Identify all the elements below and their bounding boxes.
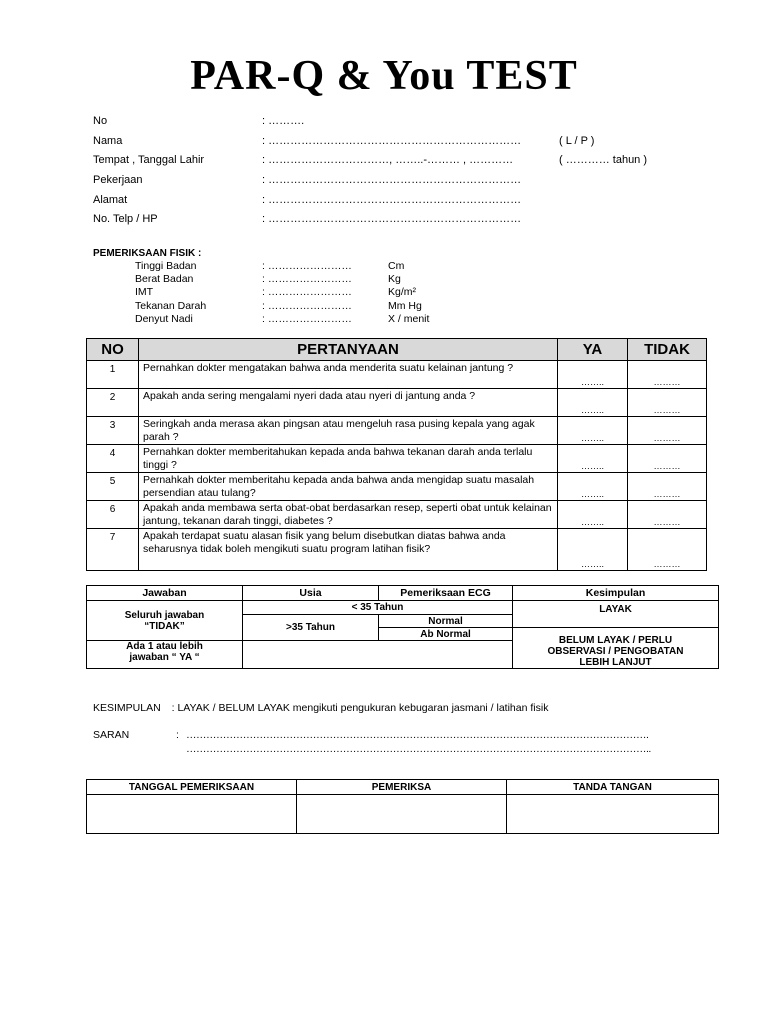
identity-label: Tempat , Tanggal Lahir bbox=[93, 154, 205, 167]
ecg-abnormal: Ab Normal bbox=[379, 628, 513, 641]
answer-no-blank[interactable]: ……… bbox=[628, 501, 707, 529]
question-row bbox=[87, 473, 707, 501]
kesimpulan-layak: LAYAK bbox=[513, 601, 719, 628]
question-row bbox=[87, 501, 707, 529]
answer-no-blank[interactable]: ……… bbox=[628, 529, 707, 571]
exam-unit: Mm Hg bbox=[388, 299, 422, 312]
jawaban-tidak-cell bbox=[87, 601, 243, 641]
header-pemeriksa: PEMERIKSA bbox=[297, 780, 507, 795]
jawaban-ya-line: Ada 1 atau lebih bbox=[126, 641, 203, 652]
question-number: 4 bbox=[87, 445, 139, 473]
exam-blank[interactable]: : …………………… bbox=[262, 312, 352, 325]
exam-label: Tinggi Badan bbox=[135, 260, 197, 272]
header-kesimpulan: Kesimpulan bbox=[513, 586, 719, 601]
identity-row-no bbox=[93, 114, 693, 134]
identity-blank[interactable]: : …………………………………………………………… bbox=[262, 213, 522, 226]
exam-blank[interactable]: : …………………… bbox=[262, 286, 352, 299]
saran-blank[interactable]: …………………………………………………………………………………………………………………………. bbox=[186, 729, 649, 741]
questions-table bbox=[86, 338, 707, 571]
answer-yes-blank[interactable]: …….. bbox=[558, 445, 628, 473]
saran-label: SARAN bbox=[93, 729, 130, 741]
exam-label: Denyut Nadi bbox=[135, 312, 193, 325]
signature-header-row bbox=[87, 780, 719, 795]
identity-row-ttl bbox=[93, 153, 693, 173]
saran-section bbox=[93, 728, 653, 756]
header-tanggal-pemeriksaan: TANGGAL PEMERIKSAAN bbox=[87, 780, 297, 795]
identity-blank[interactable]: : ………. bbox=[262, 115, 305, 127]
physical-exam-row bbox=[93, 286, 493, 299]
saran-colon: : bbox=[176, 729, 179, 741]
usia-ecg-empty bbox=[243, 641, 513, 669]
question-text: Seringkah anda merasa akan pingsan atau mengeluh rasa pusing kepala yang agak parah ? bbox=[139, 417, 558, 445]
question-number: 1 bbox=[87, 361, 139, 389]
exam-unit: Kg/m² bbox=[388, 286, 417, 299]
answer-no-blank[interactable]: ……… bbox=[628, 473, 707, 501]
gender-field[interactable]: ( L / P ) bbox=[559, 134, 595, 147]
exam-unit: Kg bbox=[388, 273, 401, 286]
usia-over-35: >35 Tahun bbox=[243, 615, 379, 641]
question-text: Apakah anda sering mengalami nyeri dada atau nyeri di jantung anda ? bbox=[139, 389, 558, 417]
summary-header-row bbox=[87, 586, 719, 601]
identity-label: No. Telp / HP bbox=[93, 213, 158, 226]
summary-table bbox=[86, 585, 719, 669]
saran-row bbox=[93, 742, 653, 756]
question-row bbox=[87, 529, 707, 571]
physical-exam-row bbox=[93, 273, 493, 286]
saran-blank[interactable]: ………………………………………………………………………………………………………………………….. bbox=[186, 743, 651, 755]
question-row bbox=[87, 361, 707, 389]
jawaban-tidak-line: Seluruh jawaban bbox=[124, 609, 205, 621]
answer-yes-blank[interactable]: …….. bbox=[558, 473, 628, 501]
physical-exam-row bbox=[93, 300, 493, 313]
usia-under-35: < 35 Tahun bbox=[243, 601, 513, 615]
age-field[interactable]: ( ………… tahun ) bbox=[559, 154, 648, 167]
summary-row bbox=[87, 601, 719, 615]
questions-header-row bbox=[87, 339, 707, 361]
jawaban-ya-cell bbox=[87, 641, 243, 669]
pemeriksa-field[interactable] bbox=[297, 795, 507, 834]
exam-label: Tekanan Darah bbox=[135, 299, 207, 312]
header-no: NO bbox=[87, 339, 139, 361]
header-yes: YA bbox=[558, 339, 628, 361]
question-text: Pernahkan dokter memberitahukan kepada anda bahwa tekanan darah anda terlalu tinggi ? bbox=[139, 445, 558, 473]
header-ecg: Pemeriksaan ECG bbox=[379, 586, 513, 601]
exam-blank[interactable]: : …………………… bbox=[262, 273, 352, 286]
exam-label: Berat Badan bbox=[135, 273, 194, 286]
answer-no-blank[interactable]: ……… bbox=[628, 361, 707, 389]
question-text: Pernahkan dokter mengatakan bahwa anda menderita suatu kelainan jantung ? bbox=[139, 361, 558, 389]
identity-blank[interactable]: : …………………………………………………………… bbox=[262, 134, 522, 147]
answer-yes-blank[interactable]: …….. bbox=[558, 417, 628, 445]
exam-blank[interactable]: : …………………… bbox=[262, 260, 352, 272]
tanda-tangan-field[interactable] bbox=[507, 795, 719, 834]
identity-section bbox=[93, 114, 693, 232]
exam-unit: X / menit bbox=[388, 312, 430, 325]
question-row bbox=[87, 389, 707, 417]
answer-yes-blank[interactable]: …….. bbox=[558, 529, 628, 571]
question-number: 5 bbox=[87, 473, 139, 501]
identity-blank[interactable]: : ……………………………, ……..-……… , ………… bbox=[262, 154, 514, 167]
answer-no-blank[interactable]: ……… bbox=[628, 445, 707, 473]
answer-no-blank[interactable]: ……… bbox=[628, 417, 707, 445]
identity-row-alamat bbox=[93, 193, 693, 213]
kesimpulan-label: KESIMPULAN bbox=[93, 702, 161, 714]
identity-label: Alamat bbox=[93, 193, 128, 206]
identity-label: Pekerjaan bbox=[93, 174, 143, 187]
kesimpulan-text[interactable]: : LAYAK / BELUM LAYAK mengikuti pengukuran kebugaran jasmani / latihan fisik bbox=[171, 702, 549, 714]
header-usia: Usia bbox=[243, 586, 379, 601]
question-number: 2 bbox=[87, 389, 139, 417]
belum-layak-line: OBSERVASI / PENGOBATAN bbox=[547, 646, 684, 657]
jawaban-ya-line: jawaban “ YA “ bbox=[129, 652, 200, 663]
physical-exam-heading: PEMERIKSAAN FISIK : bbox=[93, 248, 202, 259]
question-row bbox=[87, 445, 707, 473]
exam-label: IMT bbox=[135, 286, 154, 299]
answer-yes-blank[interactable]: …….. bbox=[558, 361, 628, 389]
question-row bbox=[87, 417, 707, 445]
identity-blank[interactable]: : …………………………………………………………… bbox=[262, 174, 522, 187]
answer-yes-blank[interactable]: …….. bbox=[558, 501, 628, 529]
header-question: PERTANYAAN bbox=[139, 339, 558, 361]
identity-row-telp bbox=[93, 212, 693, 232]
header-jawaban: Jawaban bbox=[87, 586, 243, 601]
identity-row-nama bbox=[93, 134, 693, 154]
identity-label: Nama bbox=[93, 134, 123, 147]
kesimpulan-line bbox=[93, 702, 556, 714]
exam-unit: Cm bbox=[388, 260, 405, 272]
signature-table bbox=[86, 779, 719, 834]
belum-layak-line: LEBIH LANJUT bbox=[579, 657, 652, 668]
signature-row bbox=[87, 795, 719, 834]
page-title: PAR-Q & You TEST bbox=[190, 53, 578, 99]
question-number: 7 bbox=[87, 529, 139, 571]
kesimpulan-belum-layak bbox=[513, 628, 719, 669]
tanggal-pemeriksaan-field[interactable] bbox=[87, 795, 297, 834]
physical-exam-row bbox=[93, 313, 493, 326]
question-text: Apakah anda membawa serta obat-obat berdasarkan resep, seperti obat untuk kelainan jantung, tekanan darah tinggi, diabetes ? bbox=[139, 501, 558, 529]
physical-exam-row bbox=[93, 260, 493, 273]
identity-row-pekerjaan bbox=[93, 173, 693, 193]
belum-layak-line: BELUM LAYAK / PERLU bbox=[558, 635, 673, 646]
header-tanda-tangan: TANDA TANGAN bbox=[507, 780, 719, 795]
exam-blank[interactable]: : …………………… bbox=[262, 299, 352, 312]
question-number: 6 bbox=[87, 501, 139, 529]
answer-no-blank[interactable]: ……… bbox=[628, 389, 707, 417]
ecg-normal: Normal bbox=[379, 615, 513, 628]
identity-blank[interactable]: : …………………………………………………………… bbox=[262, 193, 522, 206]
jawaban-tidak-line: “TIDAK” bbox=[144, 620, 185, 632]
question-text: Pernahkah dokter memberitahu kepada anda bahwa anda mengidap suatu masalah persendian atau tulang? bbox=[139, 473, 558, 501]
physical-exam-section bbox=[93, 247, 493, 326]
saran-row bbox=[93, 728, 653, 742]
question-number: 3 bbox=[87, 417, 139, 445]
answer-yes-blank[interactable]: …….. bbox=[558, 389, 628, 417]
header-no-answer: TIDAK bbox=[628, 339, 707, 361]
question-text: Apakah terdapat suatu alasan fisik yang belum disebutkan diatas bahwa anda seharusnya tidak boleh mengikuti suatu program latihan fisik? bbox=[139, 529, 558, 571]
identity-label: No bbox=[93, 115, 108, 127]
